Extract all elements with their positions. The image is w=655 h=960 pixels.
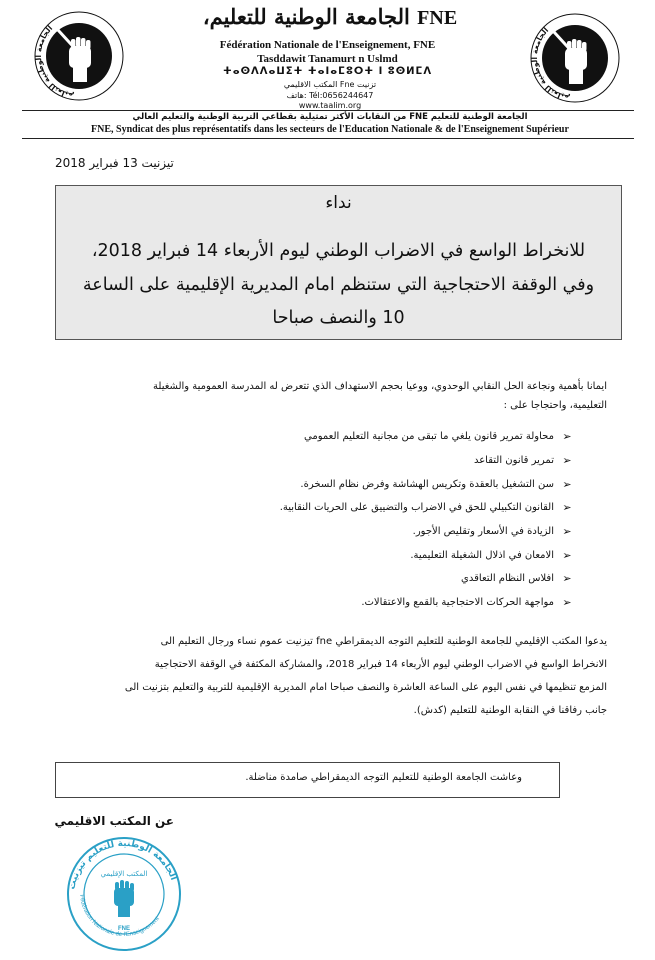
arrow-bullet-icon: ➢ [562,477,572,491]
paragraph-line: المزمع تنظيمها في نفس اليوم على الساعة العاشرة والنصف صباحا امام المديرية الإقليمية للتربية والتعليم بتزنيت الى [124,682,607,693]
office-stamp [58,832,190,952]
stamp-center-text: المكتب الإقليمي [100,870,148,878]
arrow-bullet-icon: ➢ [562,596,572,610]
list-item: ➢ القانون التكبيلي للحق في الاضراب والتضييق على الحريات النقابية. [40,496,574,520]
fne-logo-right [518,10,632,106]
fne-logo-left [22,8,136,104]
list-item: ➢ مواجهة الحركات الاحتجاجية بالقمع والاعتقالات. [40,591,574,615]
office-label: المكتب الاقليمي Fne تزنيت [283,80,377,89]
list-item: ➢ الامعان في اذلال الشغيلة التعليمية. [40,543,574,567]
call-line: وفي الوقفة الاحتجاجية التي ستنظم امام المديرية الإقليمية على الساعة [82,275,595,295]
stamp-bottom-text: FNE [118,926,130,932]
org-arabic-label: الجامعة الوطنية للتعليم، [202,4,410,29]
list-item: ➢ افلاس النظام التعاقدي [40,567,574,591]
intro-line: ايمانا بأهمية ونجاعة الحل النقابي الوحدوي، ووعيا بحجم الاستهداف الذي تتعرض له المدرسة العمومية والشغيلة [153,381,607,392]
org-name-tamazight-latin: Tasddawit Tanamurt n Uslmd [257,53,398,65]
org-fne-label: FNE [417,7,458,29]
call-title: نداء [325,193,352,213]
paragraph-line: يدعوا المكتب الإقليمي للجامعة الوطنية للتعليم التوجه الديمقراطي fne تيزنيت عموم نساء ورجال التعليم الى [160,636,607,647]
org-name-tifinagh: ⵜⴰⵙⴷⴷⴰⵡⵉⵜ ⵜⴰⵏⴰⵎⵓⵔⵜ ⵏ ⵓⵙⵍⵎⴷ [222,66,433,77]
grievance-list [40,425,574,615]
header-divider-bottom [22,138,634,139]
arrow-bullet-icon: ➢ [562,525,572,539]
logo-ring-text: الجامعة الوطنية للتعليم [530,25,571,103]
list-item: ➢ تمرير قانون التقاعد [40,449,574,473]
call-line: للانخراط الواسع في الاضراب الوطني ليوم الأربعاء 14 فبراير 2018، [91,241,586,261]
arrow-bullet-icon: ➢ [562,430,572,444]
paragraph-line: جانب رفاقنا في النقابة الوطنية للتعليم (كدش). [413,705,607,716]
call-line: 10 والنصف صباحا [272,308,405,328]
arrow-bullet-icon: ➢ [562,548,572,562]
document-date: تيزنيت 13 فبراير 2018 [55,156,174,170]
list-item: ➢ محاولة تمرير قانون يلغي ما تبقى من مجانية التعليم العمومي [40,425,574,449]
intro-line: التعليمية، واحتجاجا على : [503,400,607,411]
list-item: ➢ سن التشغيل بالعقدة وتكريس الهشاشة وفرض نظام السخرة. [40,472,574,496]
stamp-ring-french: Fédération Nationale de l'Enseignement [78,894,161,939]
stamp-ring-arabic: الجامعة الوطنية للتعليم تيزنيت [67,838,179,891]
list-item: ➢ الزيادة في الأسعار وتقليص الأجور. [40,520,574,544]
website-label: www.taalim.org [298,101,362,110]
logo-ring-text: الجامعة الوطنية للتعليم [34,23,75,101]
phone-label: هاتف: Tél:0656244647 [286,91,374,100]
org-name-arabic [170,4,490,30]
closing-slogan: وعاشت الجامعة الوطنية للتعليم التوجه الديمقراطي صامدة مناضلة. [245,772,522,783]
arrow-bullet-icon: ➢ [562,572,572,586]
arrow-bullet-icon: ➢ [562,501,572,515]
arrow-bullet-icon: ➢ [562,454,572,468]
tagline-french: FNE, Syndicat des plus représentatifs dans les secteurs de l'Education Nationale & de l'Enseignement Supérieur [91,124,569,135]
paragraph-line: الانخراط الواسع في الاضراب الوطني ليوم الأربعاء 14 فبراير 2018، والمشاركة المكثفة في الوقفة الاحتجاجية [154,659,607,670]
org-name-french: Fédération Nationale de l'Enseignement, FNE [219,39,436,51]
tagline-arabic: الجامعة الوطنية للتعليم FNE من النقابات الأكثر تمثيلية بقطاعي التربية الوطنية والتعليم العالي [132,112,528,122]
signature-from: عن المكتب الاقليمي [54,814,174,828]
header-divider [22,110,634,111]
